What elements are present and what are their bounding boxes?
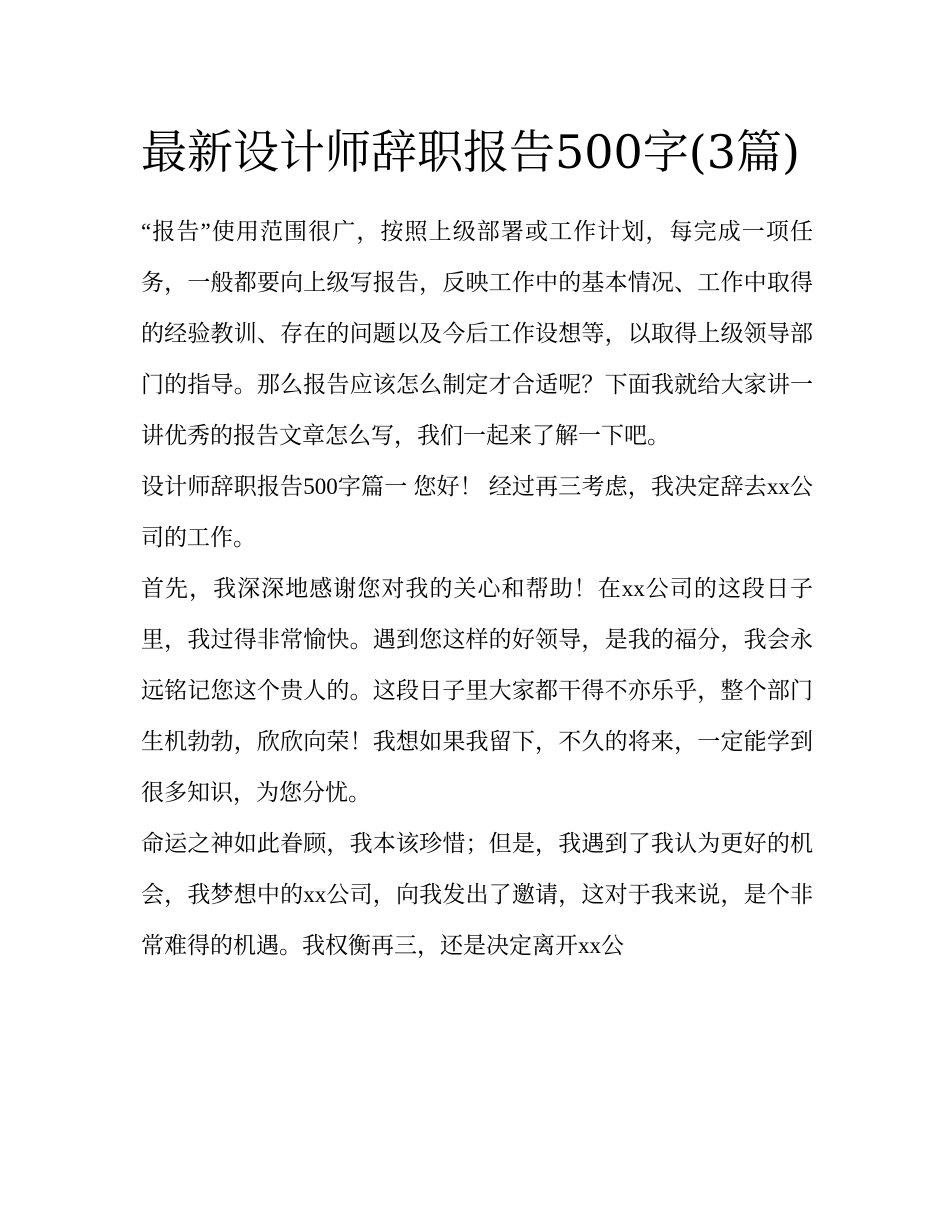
paragraph-thanks: 首先，我深深地感谢您对我的关心和帮助！在xx公司的这段日子里，我过得非常愉快。遇到您这样的好领导，是我的福分，我会永远铭记您这个贵人的。这段日子里大家都干得不亦乐乎，整个部门生机勃勃，欣欣向荣！我想如果我留下，不久的将来，一定能学到很多知识，为您分忧。 [141,576,813,805]
paragraph-reason: 命运之神如此眷顾，我本该珍惜；但是，我遇到了我认为更好的机会，我梦想中的xx公司，向我发出了邀请，这对于我来说，是个非常难得的机遇。我权衡再三，还是决定离开xx公 [141,831,813,958]
paragraph-greeting: 设计师辞职报告500字篇一 您好！ 经过再三考虑，我决定辞去xx公司的工作。 [141,474,813,550]
document-title: 最新设计师辞职报告500字(3篇) [141,125,800,179]
document-body [141,112,813,971]
paragraph-intro: “报告”使用范围很广，按照上级部署或工作计划，每完成一项任务，一般都要向上级写报告，反映工作中的基本情况、工作中取得的经验教训、存在的问题以及今后工作设想等，以取得上级领导部门的指导。那么报告应该怎么制定才合适呢？下面我就给大家讲一讲优秀的报告文章怎么写，我们一起来了解一下吧。 [141,219,813,448]
